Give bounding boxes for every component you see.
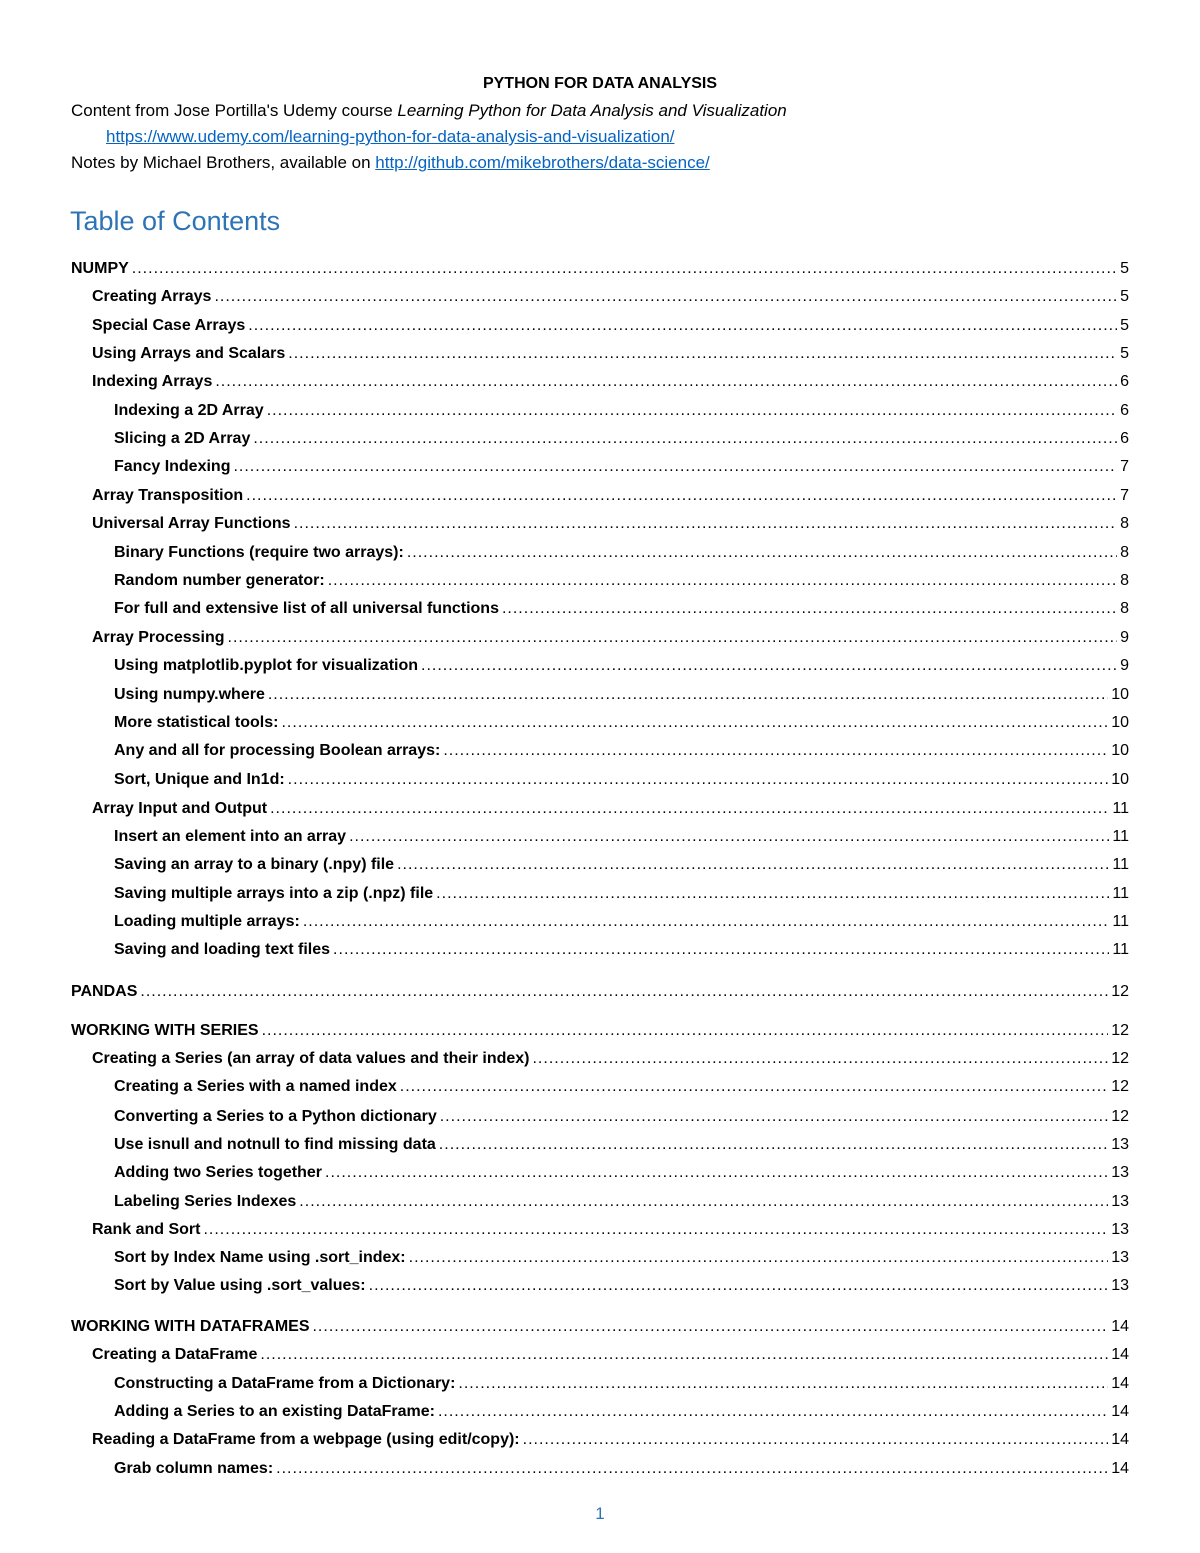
toc-entry-title: Loading multiple arrays: [114,913,300,930]
toc-entry[interactable] [114,541,1129,565]
toc-entry-title: More statistical tools: [114,714,279,731]
toc-entry[interactable] [92,484,1129,508]
page-number: 1 [595,1504,605,1523]
toc-entry[interactable] [114,768,1129,792]
toc-entry-title: Creating a Series (an array of data values and their index) [92,1050,530,1067]
toc-leader-dots [328,569,1117,593]
toc-entry-title: Saving and loading text files [114,941,331,958]
toc-entry-title: WORKING WITH DATAFRAMES [71,1318,310,1335]
toc-leader-dots [268,683,1108,707]
toc-entry-title: Binary Functions (require two arrays): [114,544,404,561]
toc-page-number: 13 [1111,1193,1129,1210]
toc-entry[interactable] [71,1019,1129,1043]
toc-leader-dots [458,1372,1108,1396]
toc-entry-title: Labeling Series Indexes [114,1193,297,1210]
toc-leader-dots [303,910,1110,934]
course-url-link[interactable]: https://www.udemy.com/learning-python-for-data-analysis-and-visualization/ [106,127,675,146]
toc-leader-dots [132,257,1117,281]
toc-leader-dots [253,427,1117,451]
toc-entry[interactable] [114,683,1129,707]
toc-entry-title: Saving multiple arrays into a zip (.npz) file [114,885,434,902]
toc-entry-title: Random number generator: [114,572,325,589]
toc-entry-title: Fancy Indexing [114,458,231,475]
toc-entry-title: Adding two Series together [114,1164,323,1181]
toc-page-number: 14 [1111,1346,1129,1363]
toc-entry-title: Grab column names: [114,1460,274,1477]
toc-leader-dots [349,825,1109,849]
toc-page-number: 14 [1111,1403,1129,1420]
toc-entry-title: Array Input and Output [92,800,268,817]
toc-page-number: 5 [1120,317,1129,334]
toc-entry-title: Using numpy.where [114,686,265,703]
toc-entry[interactable] [114,910,1129,934]
toc-entry[interactable] [114,882,1129,906]
toc-page-number: 8 [1120,572,1129,589]
toc-entry-title: Indexing a 2D Array [114,402,264,419]
toc-leader-dots [276,1457,1108,1481]
toc-leader-dots [203,1218,1108,1242]
toc-entry-title: Any and all for processing Boolean arrays: [114,742,441,759]
toc-page-number: 12 [1111,1050,1129,1067]
toc-entry[interactable] [92,342,1129,366]
toc-entry[interactable] [92,512,1129,536]
toc-page-number: 12 [1111,1108,1129,1125]
toc-entry[interactable] [114,711,1129,735]
toc-entry-title: Saving an array to a binary (.npy) file [114,856,395,873]
toc-entry[interactable] [114,1161,1129,1185]
notes-credit-prefix: Notes by Michael Brothers, available on [71,153,376,172]
course-name: Learning Python for Data Analysis and Visualization [397,101,787,120]
document-title: PYTHON FOR DATA ANALYSIS [482,75,718,92]
toc-entry-title: Converting a Series to a Python dictionary [114,1108,437,1125]
toc-entry-title: Using matplotlib.pyplot for visualization [114,657,419,674]
toc-page-number: 5 [1120,345,1129,362]
toc-leader-dots [246,484,1117,508]
toc-page-number: 12 [1111,983,1129,1000]
toc-page-number: 7 [1120,487,1129,504]
toc-entry[interactable] [92,285,1129,309]
toc-leader-dots [325,1161,1108,1185]
toc-page-number: 5 [1120,260,1129,277]
toc-leader-dots [333,938,1109,962]
toc-entry-title: Reading a DataFrame from a webpage (using edit/copy): [92,1431,520,1448]
toc-leader-dots [438,1400,1108,1424]
toc-leader-dots [400,1075,1108,1099]
toc-entry[interactable] [92,1218,1129,1242]
toc-leader-dots [260,1343,1108,1367]
toc-entry[interactable] [71,1315,1129,1339]
toc-entry[interactable] [92,626,1129,650]
toc-entry[interactable] [114,399,1129,423]
toc-leader-dots [215,370,1117,394]
toc-leader-dots [294,512,1118,536]
toc-entry[interactable] [114,427,1129,451]
toc-page-number: 10 [1111,742,1129,759]
toc-heading: Table of Contents [70,206,281,236]
toc-page-number: 5 [1120,288,1129,305]
toc-entry-title: Creating a Series with a named index [114,1078,397,1095]
toc-entry-title: Using Arrays and Scalars [92,345,286,362]
toc-leader-dots [281,711,1108,735]
toc-leader-dots [248,314,1117,338]
toc-entry[interactable] [114,1133,1129,1157]
toc-leader-dots [288,768,1109,792]
toc-entry-title: Use isnull and notnull to find missing data [114,1136,436,1153]
toc-page-number: 13 [1111,1249,1129,1266]
toc-page-number: 14 [1111,1318,1129,1335]
toc-leader-dots [270,797,1109,821]
toc-leader-dots [233,455,1117,479]
toc-page-number: 13 [1111,1164,1129,1181]
toc-entry-title: Creating a DataFrame [92,1346,258,1363]
toc-page-number: 8 [1120,600,1129,617]
toc-entry-title: Creating Arrays [92,288,212,305]
toc-page-number: 8 [1120,515,1129,532]
toc-page-number: 10 [1111,686,1129,703]
toc-page-number: 11 [1112,856,1129,873]
toc-entry[interactable] [114,1274,1129,1298]
toc-entry-title: WORKING WITH SERIES [71,1022,259,1039]
toc-entry-title: PANDAS [71,983,138,1000]
toc-page-number: 7 [1120,458,1129,475]
toc-entry[interactable] [92,370,1129,394]
toc-leader-dots [140,980,1108,1004]
toc-entry-title: Adding a Series to an existing DataFrame: [114,1403,435,1420]
toc-entry[interactable] [114,1075,1129,1099]
toc-entry[interactable] [92,1343,1129,1367]
toc-entry[interactable] [114,1105,1129,1129]
toc-entry[interactable] [92,797,1129,821]
toc-page-number: 13 [1111,1136,1129,1153]
toc-leader-dots [214,285,1117,309]
toc-entry[interactable] [114,1246,1129,1270]
toc-leader-dots [439,1133,1108,1157]
toc-entry[interactable] [71,980,1129,1004]
toc-entry-title: Sort by Index Name using .sort_index: [114,1249,406,1266]
toc-entry-title: Sort by Value using .sort_values: [114,1277,366,1294]
toc-leader-dots [407,541,1117,565]
toc-leader-dots [443,739,1108,763]
toc-page-number: 6 [1120,373,1129,390]
toc-page-number: 10 [1111,714,1129,731]
toc-entry[interactable] [92,314,1129,338]
toc-page-number: 9 [1120,629,1129,646]
toc-page-number: 12 [1111,1078,1129,1095]
toc-entry[interactable] [114,1190,1129,1214]
toc-leader-dots [312,1315,1108,1339]
toc-leader-dots [523,1428,1109,1452]
toc-page-number: 6 [1120,430,1129,447]
toc-page-number: 8 [1120,544,1129,561]
toc-entry[interactable] [114,569,1129,593]
toc-leader-dots [532,1047,1108,1071]
toc-leader-dots [288,342,1117,366]
toc-entry-title: Rank and Sort [92,1221,201,1238]
toc-entry[interactable] [114,597,1129,621]
toc-page-number: 14 [1111,1375,1129,1392]
toc-leader-dots [421,654,1117,678]
toc-leader-dots [502,597,1117,621]
toc-entry[interactable] [114,1400,1129,1424]
toc-entry[interactable] [114,455,1129,479]
toc-entry-title: Special Case Arrays [92,317,246,334]
toc-page-number: 11 [1112,913,1129,930]
toc-entry-title: Insert an element into an array [114,828,347,845]
toc-entry-title: Constructing a DataFrame from a Dictionary: [114,1375,456,1392]
course-url-line [106,125,675,149]
toc-page-number: 11 [1112,828,1129,845]
course-credit-prefix: Content from Jose Portilla's Udemy course [71,101,398,120]
toc-page-number: 12 [1111,1022,1129,1039]
toc-entry[interactable] [114,1457,1129,1481]
repo-url-link[interactable]: http://github.com/mikebrothers/data-science/ [375,153,710,172]
toc-entry-title: For full and extensive list of all universal functions [114,600,499,617]
toc-page-number: 14 [1111,1431,1129,1448]
toc-page-number: 10 [1111,771,1129,788]
toc-page-number: 11 [1112,941,1129,958]
toc-leader-dots [397,853,1109,877]
toc-leader-dots [267,399,1117,423]
toc-page-number: 11 [1112,800,1129,817]
toc-page-number: 13 [1111,1277,1129,1294]
toc-entry-title: Universal Array Functions [92,515,291,532]
toc-entry-title: Sort, Unique and In1d: [114,771,285,788]
toc-leader-dots [440,1105,1108,1129]
notes-credit-line [71,151,710,175]
toc-entry-title: Indexing Arrays [92,373,213,390]
toc-entry-title: Slicing a 2D Array [114,430,251,447]
toc-entry[interactable] [114,938,1129,962]
toc-page-number: 14 [1111,1460,1129,1477]
toc-entry-title: Array Transposition [92,487,244,504]
toc-page-number: 6 [1120,402,1129,419]
toc-entry[interactable] [71,257,1129,281]
toc-entry[interactable] [92,1047,1129,1071]
toc-page-number: 9 [1120,657,1129,674]
course-credit-line [71,99,787,123]
toc-entry[interactable] [114,739,1129,763]
toc-entry[interactable] [114,825,1129,849]
toc-leader-dots [436,882,1109,906]
toc-leader-dots [228,626,1118,650]
toc-page-number: 11 [1112,885,1129,902]
toc-leader-dots [409,1246,1109,1270]
toc-leader-dots [299,1190,1108,1214]
toc-entry[interactable] [92,1428,1129,1452]
toc-entry-title: Array Processing [92,629,225,646]
toc-leader-dots [369,1274,1109,1298]
toc-entry[interactable] [114,654,1129,678]
toc-leader-dots [262,1019,1109,1043]
toc-entry[interactable] [114,1372,1129,1396]
toc-page-number: 13 [1111,1221,1129,1238]
toc-entry[interactable] [114,853,1129,877]
toc-entry-title: NUMPY [71,260,129,277]
